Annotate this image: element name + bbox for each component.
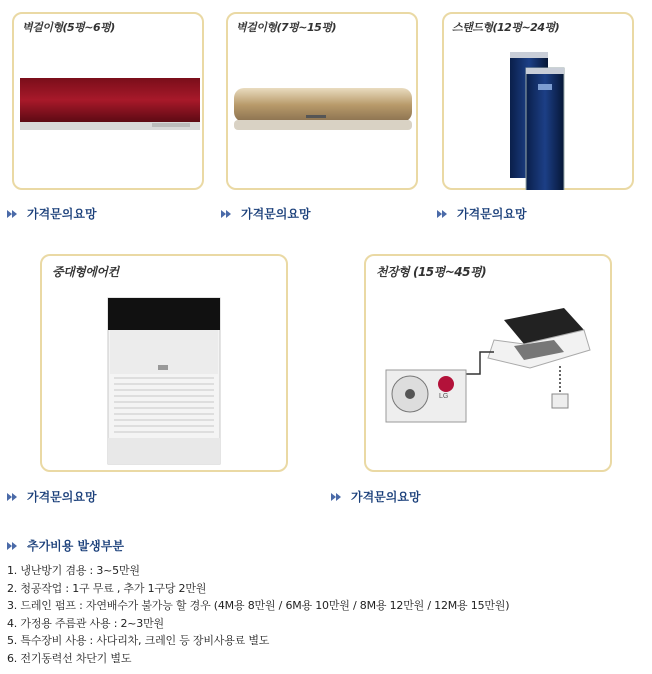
product-card-standing[interactable]	[442, 12, 634, 190]
product-card-ceiling[interactable]	[364, 254, 612, 472]
double-arrow-icon	[7, 209, 20, 219]
product-card-wall-small[interactable]	[12, 12, 204, 190]
list-item: 5. 특수장비 사용 : 사다리차, 크레인 등 장비사용료 별도	[7, 634, 270, 647]
price-inquiry-label: 가격문의요망	[27, 207, 97, 221]
price-inquiry-label: 가격문의요망	[351, 490, 421, 504]
wall-mount-ac-gold-image	[226, 12, 418, 190]
svg-text:LG: LG	[439, 393, 449, 400]
double-arrow-icon	[7, 492, 20, 502]
product-title: 벽걸이형(5평~6평)	[22, 21, 115, 34]
extra-cost-list	[7, 562, 509, 667]
list-item: 4. 가정용 주름관 사용 : 2~3만원	[7, 616, 164, 630]
extra-cost-heading	[7, 537, 124, 554]
list-item: 2. 청공작업 : 1구 무료 , 추가 1구당 2만원	[7, 581, 207, 595]
ceiling-cassette-ac-lg-image	[364, 254, 612, 472]
product-title: 천장형 (15평~45평)	[376, 265, 487, 279]
list-item: 1. 냉난방기 겸용 : 3~5만원	[7, 564, 140, 577]
price-inquiry-link-5[interactable]	[331, 488, 421, 505]
price-inquiry-label: 가격문의요망	[241, 207, 311, 221]
double-arrow-icon	[221, 209, 234, 219]
product-card-large[interactable]	[40, 254, 288, 472]
price-inquiry-label: 가격문의요망	[457, 207, 527, 221]
standing-ac-blue-image	[442, 12, 634, 190]
double-arrow-icon	[331, 492, 344, 502]
extra-cost-title: 추가비용 발생부분	[27, 539, 124, 553]
product-title: 스탠드형(12평~24평)	[452, 21, 560, 34]
double-arrow-icon	[437, 209, 450, 219]
large-standing-ac-white-image	[40, 254, 288, 472]
product-title: 벽걸이형(7평~15평)	[236, 21, 336, 34]
price-inquiry-label: 가격문의요망	[27, 490, 97, 504]
price-inquiry-link-2[interactable]	[221, 205, 311, 222]
price-inquiry-link-4[interactable]	[7, 488, 97, 505]
double-arrow-icon	[7, 541, 20, 551]
list-item: 6. 전기동력선 차단기 별도	[7, 651, 132, 665]
list-item: 3. 드레인 펌프 : 자연배수가 불가능 할 경우 (4M용 8만원 / 6M용 10만원 / 8M용 12만원 / 12M용 15만원)	[7, 599, 510, 612]
product-card-wall-medium[interactable]	[226, 12, 418, 190]
price-inquiry-link-3[interactable]	[437, 205, 527, 222]
product-title: 중대형에어컨	[52, 265, 119, 279]
wall-mount-ac-red-image	[12, 12, 204, 190]
price-inquiry-link-1[interactable]	[7, 205, 97, 222]
